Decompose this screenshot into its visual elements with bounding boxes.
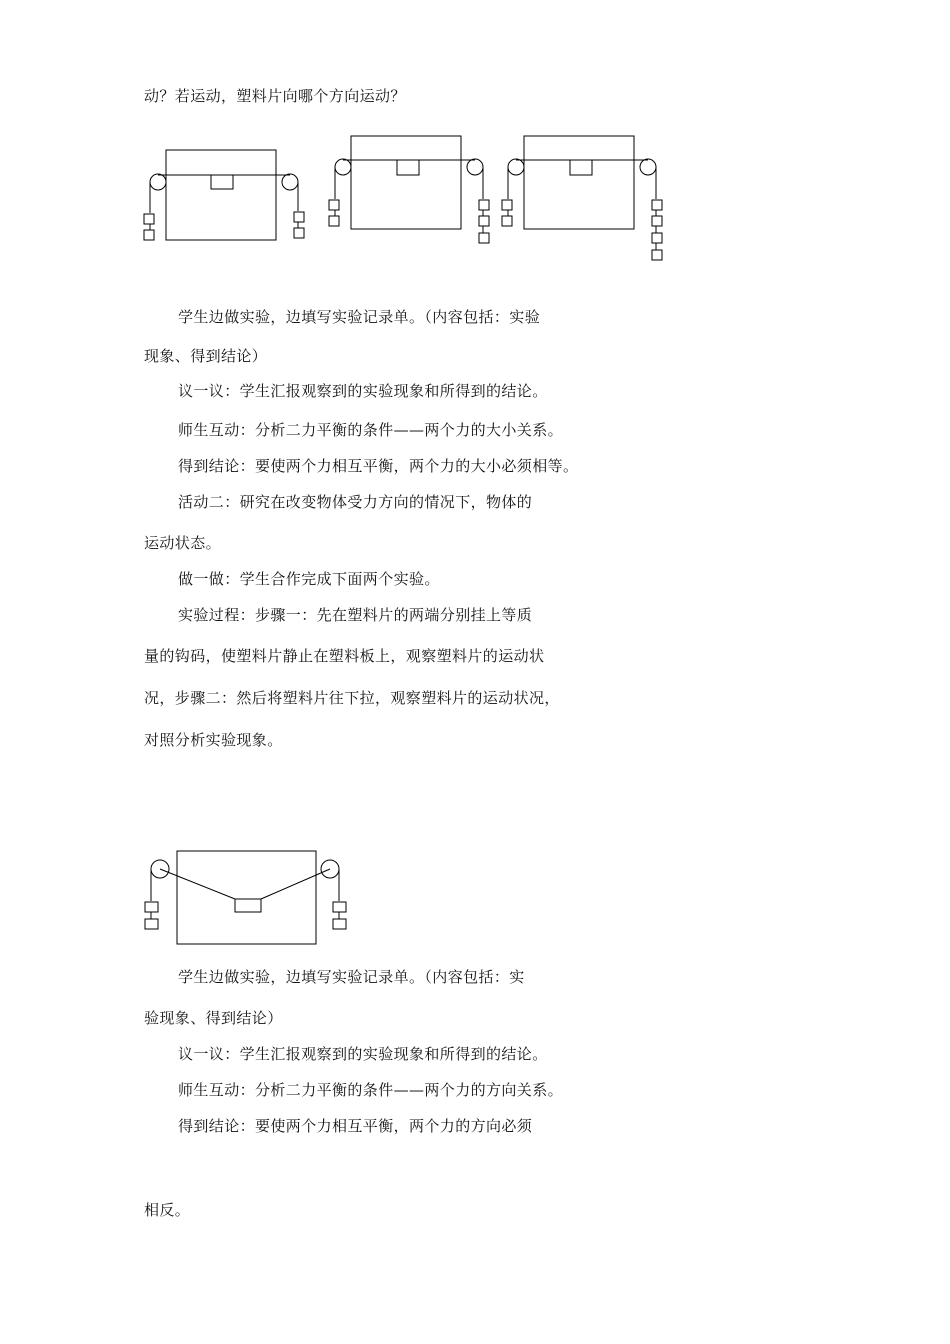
text-line-17: 师生互动：分析二力平衡的条件——两个力的方向关系。 xyxy=(178,1081,564,1099)
text-line-2: 学生边做实验，边填写实验记录单。（内容包括：实验 xyxy=(178,308,541,326)
text-line-8: 运动状态。 xyxy=(144,534,222,552)
text-line-5: 师生互动：分析二力平衡的条件——两个力的大小关系。 xyxy=(178,421,564,439)
text-line-4: 议一议：学生汇报观察到的实验现象和所得到的结论。 xyxy=(178,382,548,400)
text-line-19: 相反。 xyxy=(144,1201,191,1219)
text-line-15: 验现象、得到结论） xyxy=(144,1009,283,1027)
text-line-7: 活动二：研究在改变物体受力方向的情况下，物体的 xyxy=(178,493,533,511)
text-line-13: 对照分析实验现象。 xyxy=(144,731,283,749)
pulley-diagram-1 xyxy=(140,145,310,245)
text-line-18: 得到结论：要使两个力相互平衡，两个力的方向必须 xyxy=(178,1117,533,1135)
text-line-14: 学生边做实验，边填写实验记录单。（内容包括：实 xyxy=(178,968,525,986)
pulley-diagram-2 xyxy=(325,133,495,248)
text-line-6: 得到结论：要使两个力相互平衡，两个力的大小必须相等。 xyxy=(178,457,579,475)
text-line-10: 实验过程：步骤一：先在塑料片的两端分别挂上等质 xyxy=(178,606,533,624)
text-line-12: 况，步骤二：然后将塑料片往下拉，观察塑料片的运动状况， xyxy=(144,689,560,707)
text-line-3: 现象、得到结论） xyxy=(144,347,268,365)
text-line-1: 动？若运动，塑料片向哪个方向运动？ xyxy=(144,87,406,105)
text-line-16: 议一议：学生汇报观察到的实验现象和所得到的结论。 xyxy=(178,1045,548,1063)
pulley-diagram-4 xyxy=(140,848,355,948)
text-line-9: 做一做：学生合作完成下面两个实验。 xyxy=(178,570,440,588)
pulley-diagram-3 xyxy=(498,133,673,263)
text-line-11: 量的钩码，使塑料片静止在塑料板上，观察塑料片的运动状 xyxy=(144,647,545,665)
